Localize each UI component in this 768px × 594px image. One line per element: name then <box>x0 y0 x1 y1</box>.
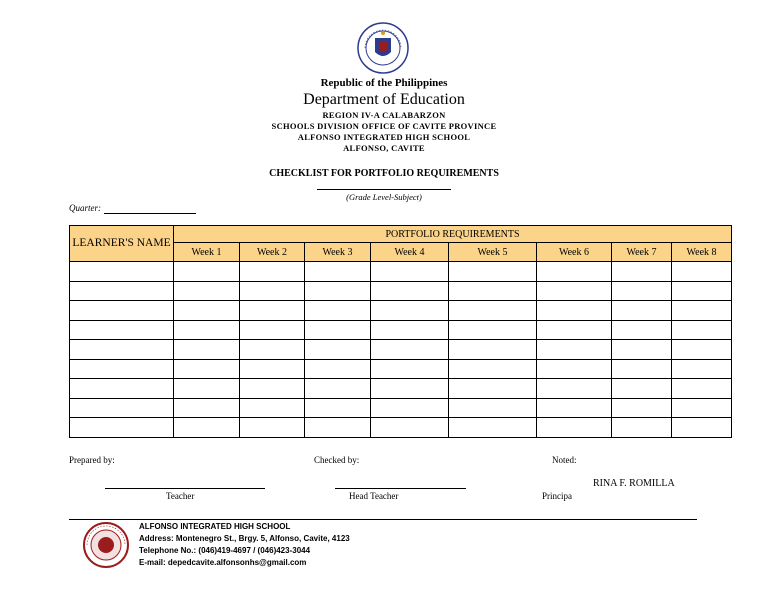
week-check-cell[interactable] <box>305 418 371 438</box>
week-check-cell[interactable] <box>672 320 732 340</box>
week-check-cell[interactable] <box>449 340 537 360</box>
learner-name-cell[interactable] <box>70 359 174 379</box>
learner-name-cell[interactable] <box>70 262 174 282</box>
learner-name-cell[interactable] <box>70 281 174 301</box>
prepared-by-label: Prepared by: <box>69 455 115 465</box>
week-header-2: Week 2 <box>240 243 305 262</box>
grade-subject-line <box>317 189 451 190</box>
week-check-cell[interactable] <box>371 320 449 340</box>
week-check-cell[interactable] <box>537 398 612 418</box>
week-check-cell[interactable] <box>371 262 449 282</box>
week-check-cell[interactable] <box>305 262 371 282</box>
week-header-4: Week 4 <box>371 243 449 262</box>
week-check-cell[interactable] <box>305 379 371 399</box>
week-check-cell[interactable] <box>537 320 612 340</box>
week-check-cell[interactable] <box>305 281 371 301</box>
learner-name-cell[interactable] <box>70 301 174 321</box>
table-row <box>70 379 732 399</box>
week-check-cell[interactable] <box>305 301 371 321</box>
learner-name-cell[interactable] <box>70 379 174 399</box>
week-check-cell[interactable] <box>240 359 305 379</box>
week-check-cell[interactable] <box>612 320 672 340</box>
week-check-cell[interactable] <box>672 281 732 301</box>
week-check-cell[interactable] <box>449 398 537 418</box>
week-check-cell[interactable] <box>174 301 240 321</box>
week-check-cell[interactable] <box>537 418 612 438</box>
portfolio-checklist-table <box>69 225 732 438</box>
teacher-signature-line <box>105 488 265 489</box>
week-check-cell[interactable] <box>174 418 240 438</box>
week-check-cell[interactable] <box>174 379 240 399</box>
deped-seal-icon <box>357 22 409 74</box>
table-row <box>70 398 732 418</box>
week-check-cell[interactable] <box>174 281 240 301</box>
republic-heading: Republic of the Philippines <box>320 77 448 89</box>
table-row <box>70 340 732 360</box>
week-check-cell[interactable] <box>672 301 732 321</box>
table-row <box>70 359 732 379</box>
week-check-cell[interactable] <box>305 340 371 360</box>
week-check-cell[interactable] <box>612 418 672 438</box>
week-check-cell[interactable] <box>449 301 537 321</box>
week-header-3: Week 3 <box>305 243 371 262</box>
week-check-cell[interactable] <box>305 398 371 418</box>
portfolio-requirements-header: PORTFOLIO REQUIREMENTS <box>174 226 732 243</box>
week-check-cell[interactable] <box>612 379 672 399</box>
noted-label: Noted: <box>552 455 577 465</box>
week-check-cell[interactable] <box>371 281 449 301</box>
week-header-8: Week 8 <box>672 243 732 262</box>
week-check-cell[interactable] <box>174 398 240 418</box>
footer-address: Address: Montenegro St., Brgy. 5, Alfonso, Cavite, 4123 <box>139 534 350 543</box>
week-check-cell[interactable] <box>672 418 732 438</box>
week-check-cell[interactable] <box>612 262 672 282</box>
week-check-cell[interactable] <box>305 320 371 340</box>
week-check-cell[interactable] <box>174 340 240 360</box>
department-heading: Department of Education <box>303 91 465 108</box>
table-row <box>70 262 732 282</box>
region-heading: REGION IV-A CALABARZON <box>322 110 446 120</box>
week-header-7: Week 7 <box>612 243 672 262</box>
location-heading: ALFONSO, CAVITE <box>343 143 425 153</box>
week-check-cell[interactable] <box>537 262 612 282</box>
week-check-cell[interactable] <box>174 262 240 282</box>
quarter-line <box>104 213 196 214</box>
week-check-cell[interactable] <box>612 398 672 418</box>
week-header-1: Week 1 <box>174 243 240 262</box>
week-check-cell[interactable] <box>672 262 732 282</box>
week-check-cell[interactable] <box>612 281 672 301</box>
week-check-cell[interactable] <box>371 379 449 399</box>
week-check-cell[interactable] <box>537 359 612 379</box>
document-title: CHECKLIST FOR PORTFOLIO REQUIREMENTS <box>269 168 499 179</box>
footer-contact <box>139 521 350 569</box>
footer-telephone: Telephone No.: (046)419-4697 / (046)423-3044 <box>139 546 311 555</box>
week-check-cell[interactable] <box>612 340 672 360</box>
week-check-cell[interactable] <box>371 301 449 321</box>
table-row <box>70 301 732 321</box>
school-seal-icon <box>83 522 129 568</box>
week-check-cell[interactable] <box>240 398 305 418</box>
head-teacher-signature-line <box>335 488 466 489</box>
week-check-cell[interactable] <box>449 281 537 301</box>
week-check-cell[interactable] <box>305 359 371 379</box>
principal-name: RINA F. ROMILLA <box>593 478 675 489</box>
week-check-cell[interactable] <box>672 359 732 379</box>
learner-name-cell[interactable] <box>70 320 174 340</box>
learner-name-cell[interactable] <box>70 398 174 418</box>
footer-divider <box>69 519 697 520</box>
table-row <box>70 320 732 340</box>
week-check-cell[interactable] <box>449 418 537 438</box>
week-check-cell[interactable] <box>449 379 537 399</box>
week-check-cell[interactable] <box>174 359 240 379</box>
week-header-6: Week 6 <box>537 243 612 262</box>
division-heading: SCHOOLS DIVISION OFFICE OF CAVITE PROVINCE <box>271 121 497 131</box>
learner-name-cell[interactable] <box>70 340 174 360</box>
table-row <box>70 281 732 301</box>
grade-subject-label: (Grade Level-Subject) <box>346 192 422 202</box>
week-check-cell[interactable] <box>174 320 240 340</box>
week-check-cell[interactable] <box>672 379 732 399</box>
week-check-cell[interactable] <box>240 301 305 321</box>
week-check-cell[interactable] <box>537 281 612 301</box>
week-header-5: Week 5 <box>449 243 537 262</box>
footer-email: E-mail: depedcavite.alfonsonhs@gmail.com <box>139 558 307 567</box>
week-check-cell[interactable] <box>612 301 672 321</box>
week-check-cell[interactable] <box>449 320 537 340</box>
teacher-label: Teacher <box>166 491 195 501</box>
week-check-cell[interactable] <box>371 359 449 379</box>
week-check-cell[interactable] <box>449 359 537 379</box>
week-check-cell[interactable] <box>537 301 612 321</box>
head-teacher-label: Head Teacher <box>349 491 399 501</box>
learner-name-cell[interactable] <box>70 418 174 438</box>
week-check-cell[interactable] <box>371 418 449 438</box>
week-check-cell[interactable] <box>537 379 612 399</box>
footer-school: ALFONSO INTEGRATED HIGH SCHOOL <box>139 522 291 531</box>
week-check-cell[interactable] <box>240 418 305 438</box>
learner-name-header: LEARNER'S NAME <box>70 226 174 262</box>
week-check-cell[interactable] <box>537 340 612 360</box>
week-check-cell[interactable] <box>240 262 305 282</box>
school-heading: ALFONSO INTEGRATED HIGH SCHOOL <box>297 132 471 142</box>
week-check-cell[interactable] <box>449 262 537 282</box>
principal-title: Principa <box>542 491 572 501</box>
week-check-cell[interactable] <box>612 359 672 379</box>
week-check-cell[interactable] <box>240 320 305 340</box>
week-check-cell[interactable] <box>672 398 732 418</box>
quarter-label: Quarter: <box>69 203 101 213</box>
week-check-cell[interactable] <box>371 398 449 418</box>
week-check-cell[interactable] <box>371 340 449 360</box>
week-check-cell[interactable] <box>240 379 305 399</box>
week-check-cell[interactable] <box>672 340 732 360</box>
table-row <box>70 418 732 438</box>
week-check-cell[interactable] <box>240 340 305 360</box>
checked-by-label: Checked by: <box>314 455 360 465</box>
week-check-cell[interactable] <box>240 281 305 301</box>
